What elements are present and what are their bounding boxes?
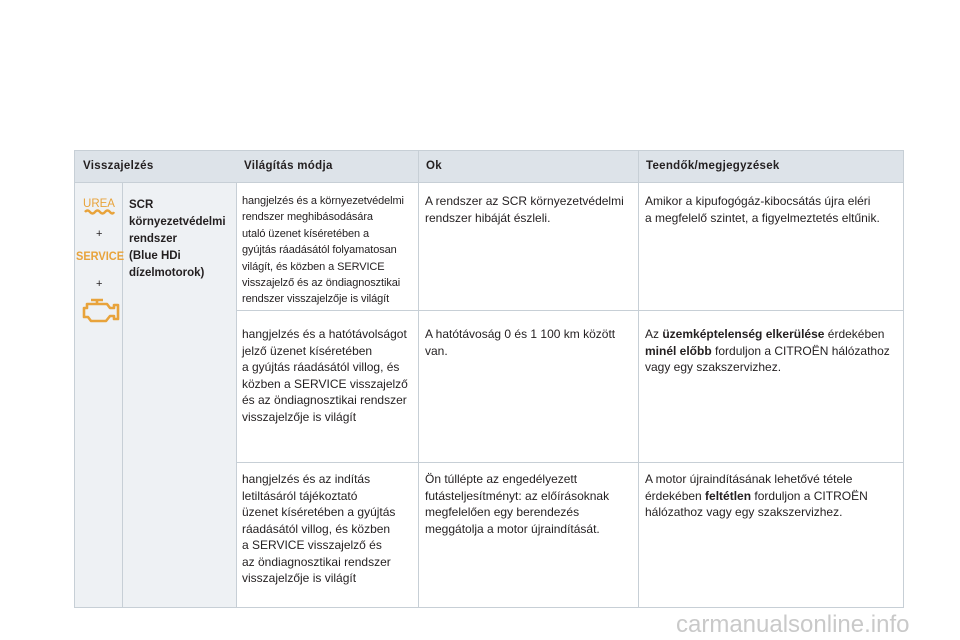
column-divider — [418, 151, 419, 607]
column-divider — [638, 151, 639, 607]
header-lighting: Világítás módja — [244, 160, 333, 172]
plus-sign: + — [96, 228, 103, 240]
row1-lighting: hangjelzés és a környezetvédelmi rendszer meghibásodására utaló üzenet kíséretében a gyújtás ráadásától folyamatosan világít, és közben a SERVICE visszajelző és az öndiagnosztikai rendszer visszajelzője is világít — [242, 195, 404, 306]
watermark: carmanualsonline.info — [676, 611, 910, 638]
header-cause: Ok — [426, 160, 442, 172]
row3-cause: Ön túllépte az engedélyezett futásteljesítményt: az előírásoknak megfelelően egy berendezés meggátolja a motor újraindítását. — [425, 472, 610, 536]
svg-text:UREA: UREA — [83, 198, 115, 210]
table-header — [75, 151, 903, 183]
header-indicator: Visszajelzés — [83, 160, 154, 172]
svg-text:SERVICE: SERVICE — [75, 250, 125, 264]
indicator-name: SCR környezetvédelmi rendszer (Blue HDi dízelmotorok) — [129, 199, 226, 279]
engine-warning-icon — [81, 297, 121, 327]
row2-cause: A hatótávoság 0 és 1 100 km között van. — [425, 327, 616, 358]
urea-warning-icon — [82, 196, 116, 218]
plus-sign: + — [96, 278, 103, 290]
header-actions: Teendők/megjegyzések — [646, 160, 780, 172]
row3-lighting: hangjelzés és az indítás letiltásáról tájékoztató üzenet kíséretében a gyújtás ráadásától villog, és közben a SERVICE visszajelző és az öndiagnosztikai rendszer visszajelzője is világít — [242, 472, 396, 585]
warning-light-table — [74, 150, 904, 608]
row2-lighting: hangjelzés és a hatótávolságot jelző üzenet kíséretében a gyújtás ráadásától villog, és közben a SERVICE visszajelző és az öndiagnosztikai rendszer visszajelzője is világít — [242, 327, 408, 424]
row1-action: Amikor a kipufogógáz-kibocsátás újra eléri a megfelelő szintet, a figyelmeztetés eltűnik. — [645, 194, 880, 225]
row2-action: Az üzemképtelenség elkerülése érdekében minél előbb forduljon a CITROËN hálózathoz vagy egy szakszervizhez. — [645, 327, 890, 374]
service-warning-icon — [75, 247, 125, 264]
row-divider — [237, 310, 903, 311]
row-divider — [237, 462, 903, 463]
row1-cause: A rendszer az SCR környezetvédelmi rendszer hibáját észleli. — [425, 194, 624, 225]
row3-action: A motor újraindításának lehetővé tétele érdekében feltétlen forduljon a CITROËN hálózathoz vagy egy szakszervizhez. — [645, 472, 868, 519]
